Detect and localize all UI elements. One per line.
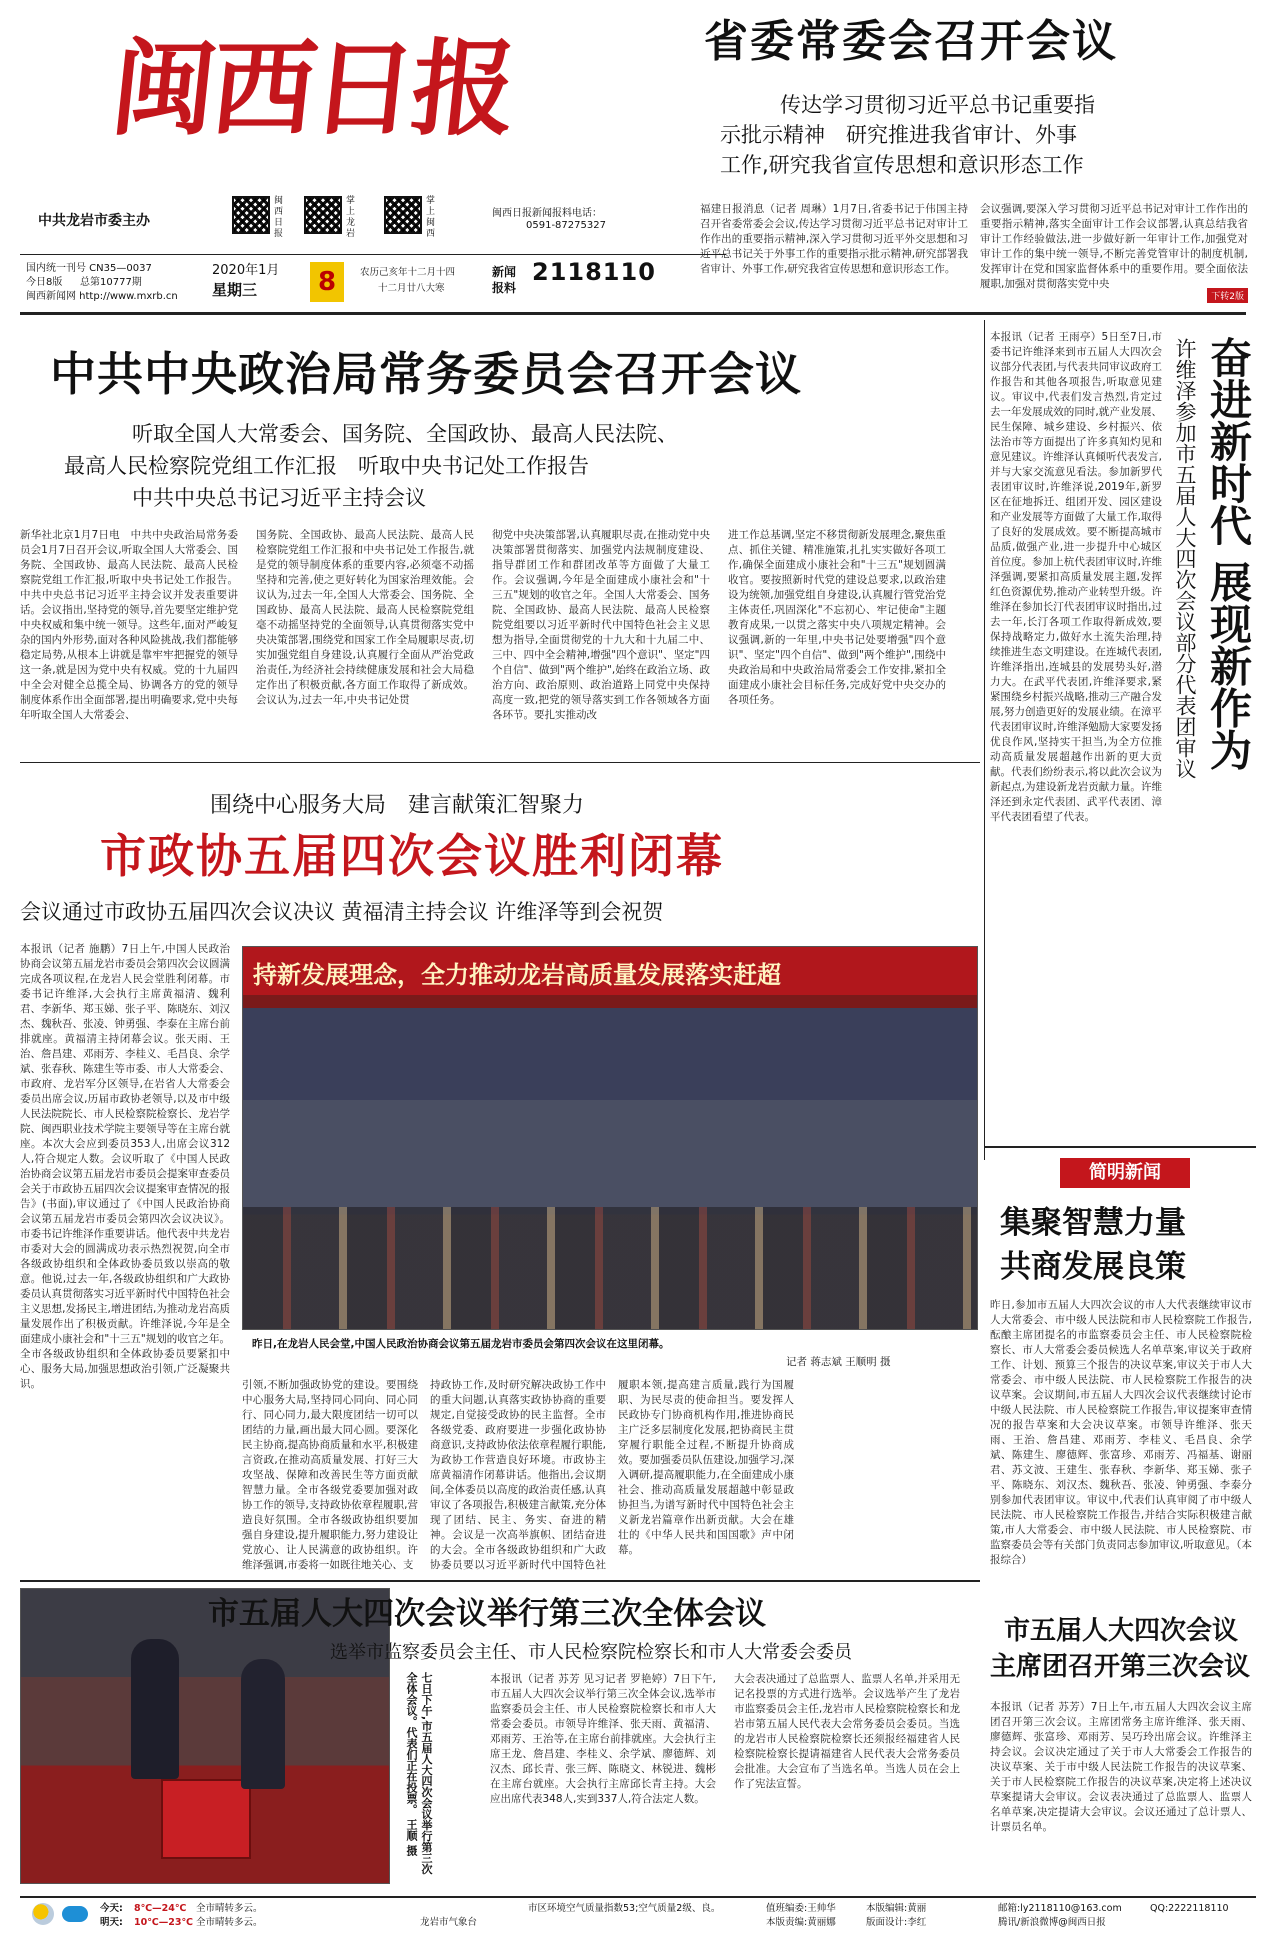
voter-figure-1 bbox=[131, 1639, 179, 1779]
presidium-title-1[interactable]: 市五届人大四次会议 bbox=[1004, 1616, 1239, 1646]
qr-label-2: 掌上龙岩 bbox=[346, 196, 356, 239]
qr-label-1: 闽西日报 bbox=[274, 196, 284, 239]
cppcc-photo[interactable] bbox=[242, 946, 978, 1330]
npc-title[interactable]: 市五届人大四次会议举行第三次全体会议 bbox=[208, 1596, 766, 1632]
politburo-subtitle-3: 中共中央总书记习近平主持会议 bbox=[132, 486, 426, 510]
cppcc-col-4: 履职本领,提高建言质量,践行为国履职、为民尽责的使命担当。要发挥人民政协专门协商机构作用,推进协商民主广泛多层制度化发展,把协商民主贯穿履行职能全过程,不断提升协商成效。要加强委员队伍建设,加强学习,深入调研,提高履职能力,在全面建成小康社会、推动高质量发展超越中彰显政协担当,为谱写新时代中国特色社会主义新龙岩篇章作出新贡献。大会在雄壮的《中华人民共和国国歌》声中闭幕。 bbox=[618, 1379, 794, 1556]
page-compiler: 本版编辑:黄丽 bbox=[866, 1903, 927, 1914]
npc-col-1: 本报讯（记者 苏芳 见习记者 罗艳婷）7日下午,市五届人大四次会议举行第三次全体会议,选举市监察委员会主任、市人民检察院检察长和市人大常委会委员。市领导许维泽、张天雨、黄福清、邓雨芳、王治等,在主席台前排就座。大会执行主席王龙、詹昌建、李桂义、余学斌、廖德辉、刘汉杰、邱长青、张三辉、陈晓文、林锐进、魏彬在主席台就座。大会执行主席邱长青主持。大会应出席代表348人,实到337人,符合法定人数。 bbox=[490, 1673, 716, 1805]
audience-figures bbox=[243, 1207, 977, 1330]
presidium-story bbox=[990, 1614, 1256, 1894]
politburo-col-2: 国务院、全国政协、最高人民法院、最高人民检察院党组工作汇报和中央书记处工作报告,就是党的领导制度体系的重要内容,必须毫不动摇坚持和完善,使之更好转化为国家治理效能。会议认为,过去一年,全国人大常委会、国务院、全国政协、最高人民法院、最高人民检察院党组毫不动摇坚持党的全面领导,认真贯彻落实党中央决策部署,围绕党和国家工作全局履职尽责,切实加强党组自身建设,认真履行全面从严治党政治责任,为经济社会持续健康发展和社会大局稳定作出了积极贡献,各方面工作取得了新成效。会议认为,过去一年,中央书记处贯 bbox=[256, 529, 474, 706]
qr-code-2[interactable] bbox=[304, 196, 342, 234]
website: 闽西新闻网 http://www.mxrb.cn bbox=[26, 291, 178, 302]
npc-col-2: 大会表决通过了总监票人、监票人名单,并采用无记名投票的方式进行选举。会议选举产生了龙岩市监察委员会主任,龙岩市人民检察院检察长和龙岩市第五届人民代表大会常务委员会委员。当选的龙岩市人民检察院检察长还须报经福建省人民检察院检察长提请福建省人民代表大会常务委员会批准。大会宣布了当选名单。当选人员在会上作了宪法宣誓。 bbox=[734, 1673, 960, 1790]
cppcc-photo-credit: 记者 蒋志斌 王顺明 摄 bbox=[786, 1356, 891, 1368]
cppcc-col-2: 引领,不断加强政协党的建设。要围绕中心服务大局,坚持同心同向、同心同行、同心同力,最大限度团结一切可以团结的力量,画出最大同心圆。要深化民主协商,提高协商质量和水平,积极建言资政,在推动高质量发展、打好三大攻坚战、保障和改善民生等方面贡献智慧力量。全市各级党委要加强对政协工作的领导,支持政协依章程履职,营造良好氛围。全市各级政协组织要加强自身建设,提升履职能力,努力建设让党放心、让人民满意的政协组织。许维泽强调,市委将一如既往地关心、支 bbox=[242, 1379, 418, 1570]
top-story-body-left: 福建日报消息（记者 周琳）1月7日,省委书记于伟国主持召开省委常委会会议,传达学习贯彻习近平总书记对审计工作作出的重要指示精神,深入学习贯彻习近平外交思想和习近平总书记关于外事工作的重要指示批示精神,研究部署我省审计、外事工作,研究我省宣传思想和意识形态工作。 bbox=[700, 203, 968, 275]
politburo-col-4: 进工作总基调,坚定不移贯彻新发展理念,聚焦重点、抓住关键、精准施策,扎扎实实做好各项工作,确保全面建成小康社会和"十三五"规划圆满收官。要按照新时代党的建设总要求,以政治建设为统领,加强党组自身建设,认真履行管党治党主体责任,巩固深化"不忘初心、牢记使命"主题教育成果,一以贯之落实中央八项规定精神。会议强调,新的一年里,中央书记处要增强"四个意识"、坚定"四个自信"、做到"两个维护",围绕中央政治局和中央政治局常委会工作安排,紧扣全面建成小康社会目标任务,完成好党中央交办的各项任务。 bbox=[728, 529, 946, 706]
page-designer: 版面设计:李红 bbox=[866, 1917, 927, 1928]
cppcc-col-3: 持政协工作,及时研究解决政协工作中的重大问题,认真落实政协协商的重要规定,自觉接受政协的民主监督。全市各级党委、政府要进一步强化政协协商意识,支持政协依法依章程履行职能,为政协工作营造良好环境。市政协主席黄福清作闭幕讲话。他指出,会议期间,全体委员以高度的政治责任感,认真审议了各项报告,积极建言献策,充分体现了团结、民主、务实、奋进的精神。会议是一次高举旗帜、团结奋进的大会。全市各级政协组织和广大政协委员要以习近平新时代中国特色社 bbox=[430, 1379, 606, 1570]
tip-label: 新闻报料 bbox=[492, 265, 517, 295]
info-bar bbox=[20, 258, 726, 310]
weather-tomorrow-desc: 全市晴转多云。 bbox=[196, 1917, 263, 1928]
presidium-title-2[interactable]: 主席团召开第三次会议 bbox=[990, 1652, 1251, 1682]
cppcc-subtitle: 会议通过市政协五届四次会议决议 黄福清主持会议 许维泽等到会祝贺 bbox=[20, 900, 664, 924]
xu-story bbox=[990, 326, 1256, 1150]
xu-story-title[interactable]: 奋进新时代 展现新作为 bbox=[1204, 336, 1253, 771]
npc-story bbox=[20, 1588, 978, 1894]
weather-today-label: 今天: bbox=[100, 1903, 123, 1914]
cppcc-col-left: 本报讯（记者 施鹏）7日上午,中国人民政治协商会议第五届龙岩市委员会第四次会议圆满完成各项议程,在龙岩人民会堂胜利闭幕。市委书记许维泽,大会执行主席黄福清、魏利君、李新华、郑玉娣、张子平、陈晓东、刘汉杰、魏秋吾、张凌、钟勇强、李泰在主席台前排就座。黄福清主持闭幕会议。张天雨、王治、詹昌建、邓雨芳、李桂义、毛昌良、余学斌、张春秋、陈建生等市委、市人大常委会、市政府、龙岩军分区领导,在岩省人大常委会委员出席会议,历届市政协老领导,以及市中级人民法院院长、市人民检察院检察长、龙岩学院、闽西职业技术学院主要领导等在主席台就座。本次大会应到委员353人,出席会议312人,符合规定人数。会议听取了《中国人民政治协商会议第五届龙岩市委员会提案审查委员会关于市政协五届四次会议提案审查情况的报告》(书面),审议通过了《中国人民政治协商会议第五届龙岩市委员会第四次会议决议》。市委书记许维泽作重要讲话。他代表中共龙岩市委对大会的圆满成功表示热烈祝贺,向全市各级政协组织和全体政协委员致以崇高的敬意。他说,过去一年,各级政协组织和广大政协委员认真贯彻落实习近平新时代中国特色社会主义思想,发扬民主,增进团结,为推动龙岩高质量发展作出了积极贡献。许维泽说,今年是全面建成小康社会和"十三五"规划的收官之年。全市各级政协组织和全体政协委员要紧扣中心、服务大局,加强思想政治引领,广泛凝聚共识。 bbox=[20, 943, 230, 1390]
top-story-subtitle-3: 工作,研究我省宣传思想和意识形态工作 bbox=[720, 153, 1084, 177]
continued-tag[interactable]: 下转2版 bbox=[1207, 288, 1248, 303]
cppcc-banner-text: 持新发展理念，全力推动龙岩高质量发展落实赶超 bbox=[253, 961, 781, 989]
politburo-col-3: 彻党中央决策部署,认真履职尽责,在推动党中央决策部署贯彻落实、加强党内法规制度建设、指导群团工作和群团改革等方面做了大量工作。会议强调,今年是全面建成小康社会和"十三五"规划的收官之年。全国人大常委会、国务院、全国政协、最高人民法院、最高人民检察院党组要以习近平新时代中国特色社会主义思想为指导,全面贯彻党的十九大和十九届二中、三中、四中全会精神,增强"四个意识"、坚定"四个自信"、做到"两个维护",始终在政治立场、政治方向、政治原则、政治道路上同党中央保持高度一致,把党的领导落实到工作各领域各方面各环节。要扎实推动改 bbox=[492, 529, 710, 721]
contact-email[interactable]: 邮箱:ly2118110@163.com bbox=[998, 1903, 1122, 1914]
top-story-subtitle-2: 示批示精神 研究推进我省审计、外事 bbox=[720, 123, 1077, 147]
weather-today-desc: 全市晴转多云。 bbox=[196, 1903, 263, 1914]
duty-editor: 值班编委:王帅华 bbox=[766, 1903, 836, 1914]
qr-code-1[interactable] bbox=[232, 196, 270, 234]
brief-news-title-2[interactable]: 共商发展良策 bbox=[1000, 1249, 1186, 1285]
presidium-body: 本报讯（记者 苏芳）7日上午,市五届人大四次会议主席团召开第三次会议。主席团常务主席许维泽、张天雨、廖德辉、张富珍、邓雨芳、吴巧玲出席会议。许维泽主持会议。会议决定通过了关于市人大常委会工作报告的决议草案、关于市中级人民法院工作报告的决议草案、关于市人民检察院工作报告的决议草案,决定将上述决议草案提请大会审议。会议表决通过了总监票人、监票人名单草案,决定提请大会审议。会议还通过了总计票人、计票员名单。 bbox=[990, 1701, 1252, 1833]
qr-code-3[interactable] bbox=[384, 196, 422, 234]
brief-news-label: 简明新闻 bbox=[1060, 1158, 1190, 1188]
brief-news bbox=[990, 1156, 1256, 1610]
contact-weibo[interactable]: 腾讯/新浪微博@闽西日报 bbox=[998, 1917, 1106, 1928]
footer bbox=[20, 1900, 1256, 1930]
cn-number: 国内统一刊号 CN35—0037 bbox=[26, 263, 152, 274]
cppcc-title[interactable]: 市政协五届四次会议胜利闭幕 bbox=[100, 829, 724, 883]
npc-subtitle: 选举市监察委员会主任、市人民检察院检察长和市人大常委会委员 bbox=[330, 1642, 852, 1663]
weather-tomorrow-label: 明天: bbox=[100, 1917, 123, 1928]
lunar-date: 农历己亥年十二月十四 bbox=[360, 267, 456, 278]
sponsor-line: 中共龙岩市委主办 bbox=[38, 213, 150, 229]
tip-phone: 2118110 bbox=[532, 258, 656, 286]
top-story-title[interactable]: 省委常委会召开会议 bbox=[704, 16, 1118, 67]
contact-qq[interactable]: QQ:2222118110 bbox=[1150, 1903, 1229, 1914]
issue-number: 总第10777期 bbox=[80, 277, 142, 288]
npc-vertical-caption: 七日下午,市五届人大四次会议举行第三次全体会议。代表们正在投票。 王顺 摄 bbox=[405, 1672, 433, 1875]
date-label: 2020年1月 bbox=[212, 263, 280, 278]
hotline-note: 闽西日报新闻报料电话： bbox=[492, 208, 602, 219]
page-editor: 本版责编:黄丽娜 bbox=[766, 1917, 836, 1928]
politburo-story bbox=[20, 326, 978, 758]
top-story bbox=[700, 10, 1256, 306]
weekday: 星期三 bbox=[212, 281, 258, 299]
top-story-subtitle-1: 传达学习贯彻习近平总书记重要指 bbox=[780, 93, 1095, 117]
voter-figure-2 bbox=[241, 1659, 285, 1789]
cppcc-kicker: 围绕中心服务大局 建言献策汇智聚力 bbox=[210, 793, 585, 818]
ballot-box bbox=[161, 1779, 251, 1859]
newspaper-logo: 闽西日报 bbox=[105, 27, 519, 150]
weather-today-temp: 8℃—24℃ bbox=[134, 1903, 187, 1914]
hotline-phone: 0591-87275327 bbox=[526, 220, 606, 231]
lunar-term: 十二月廿八大寒 bbox=[378, 283, 445, 294]
cppcc-caption: 昨日,在龙岩人民会堂,中国人民政治协商会议第五届龙岩市委员会第四次会议在这里闭幕。 bbox=[252, 1338, 670, 1350]
politburo-subtitle-2: 最高人民检察院党组工作汇报 听取中央书记处工作报告 bbox=[64, 454, 589, 478]
qr-label-3: 掌上闽西 bbox=[426, 196, 436, 239]
top-story-body-right: 会议强调,要深入学习贯彻习近平总书记对审计工作作出的重要指示精神,落实全面审计工作会议部署,认真总结我省审计工作经验做法,进一步做好新一年审计工作,加强党对审计工作的集中统一领导,不断完善党管审计的制度机制,发挥审计在党和国家监督体系中的重要作用。要全面依法履职,加强对贯彻落实党中央 bbox=[980, 203, 1248, 290]
air-quality: 市区环境空气质量指数53;空气质量2级、良。 bbox=[528, 1903, 721, 1914]
politburo-subtitle-1: 听取全国人大常委会、国务院、全国政协、最高人民法院、 bbox=[132, 422, 678, 446]
cloud-icon bbox=[62, 1906, 88, 1922]
brief-news-title-1[interactable]: 集聚智慧力量 bbox=[1000, 1205, 1186, 1241]
xu-story-body: 本报讯（记者 王雨亭）5日至7日,市委书记许维泽来到市五届人大四次会议部分代表团,与代表共同审议政府工作报告和其他各项报告,听取意见建议。审议中,代表们发言热烈,肯定过去一年发展成效的同时,就产业发展、民生保障、城乡建设、乡村振兴、依法治市等方面提出了许多真知灼见和意见建议。许维泽认真倾听代表发言,并与大家交流意见看法。参加新罗代表团审议时,许维泽说,2019年,新罗区在征地拆迁、组团开发、园区建设和产业发展等方面做了大量工作,取得了良好的发展成效。要不断提高城市品质,做强产业,进一步提升中心城区首位度。参加上杭代表团审议时,许维泽强调,要紧扣高质量发展主题,发挥红色资源优势,推动产业转型升级。许维泽在参加长汀代表团审议时指出,过去一年,长汀各项工作取得新成效,要保持战略定力,做好水土流失治理,持续推进生态文明建设。在连城代表团,许维泽指出,连城县的发展势头好,潜力大。在武平代表团,许维泽要求,紧紧围绕乡村振兴战略,推动三产融合发展,努力创造更好的发展业绩。在漳平代表团审议时,许维泽勉励大家要发扬优良作风,坚持实干担当,为全方位推动高质量发展超越作出新的更大贡献。代表们纷纷表示,将以此次会议为新起点,为建设新龙岩贡献力量。许维泽还到永定代表团、武平代表团、漳平代表团看望了代表。 bbox=[990, 331, 1162, 823]
day-number: 8 bbox=[310, 262, 344, 302]
sun-cloud-icon bbox=[32, 1903, 54, 1925]
xu-story-subtitle: 许维泽参加市五届人大四次会议部分代表团审议 bbox=[1173, 338, 1197, 779]
politburo-col-1: 新华社北京1月7日电 中共中央政治局常务委员会1月7日召开会议,听取全国人大常委会、国务院、全国政协、最高人民法院、最高人民检察院党组工作汇报,听取中央书记处工作报告。中共中央总书记习近平主持会议并发表重要讲话。会议指出,坚持党的领导,首先要坚定维护党中央权威和集中统一领导。这些年,面对严峻复杂的国内外形势,面对各种风险挑战,我们都能够稳定局势,从根本上讲就是靠牢牢把握党的领导这一条,就是因为党中央有权威。党的十九届四中全会对健全总揽全局、协调各方的党的领导制度体系作出全面部署,提出明确要求,党中央每年听取全国人大常委会、 bbox=[20, 529, 238, 721]
weather-tomorrow-temp: 10℃—23℃ bbox=[134, 1917, 193, 1928]
page-count: 今日8版 bbox=[26, 277, 63, 288]
politburo-title[interactable]: 中共中央政治局常务委员会召开会议 bbox=[50, 347, 802, 401]
cppcc-banner bbox=[243, 947, 977, 995]
cppcc-story bbox=[20, 770, 978, 1570]
brief-news-body: 昨日,参加市五届人大四次会议的市人大代表继续审议市人大常委会、市中级人民法院和市人民检察院工作报告,酝酿主席团提名的市监察委员会主任、市人民检察院检察长、市人大常委会委员候选人名单草案,审议关于政府工作、计划、预算三个报告的决议草案,审议关于市人大常委会、市中级人民法院、市人民检察院工作报告的决议草案。会议期间,市五届人大四次会议代表继续讨论市中级人民法院、市人民检察院工作报告,审议提案审查情况的报告草案和大会决议草案。市领导许维泽、张天雨、王治、詹昌建、邓雨芳、李桂义、毛昌良、余学斌、陈建生、廖德辉、张富珍、邓雨芳、冯福基、谢丽君、苏文波、王建生、张春秋、李新华、郑玉娣、张子平、陈晓东、刘汉杰、魏秋吾、张凌、钟勇强、李泰分别参加代表团审议。审议中,代表们认真审阅了市中级人民法院、市人民检察院工作报告,并结合实际积极建言献策,市人大常委会、市中级人民法院、市人民检察院、市监察委员会等有关部门负责同志参加审议,听取意见。（本报综合） bbox=[990, 1299, 1252, 1566]
weather-station: 龙岩市气象台 bbox=[420, 1917, 478, 1928]
